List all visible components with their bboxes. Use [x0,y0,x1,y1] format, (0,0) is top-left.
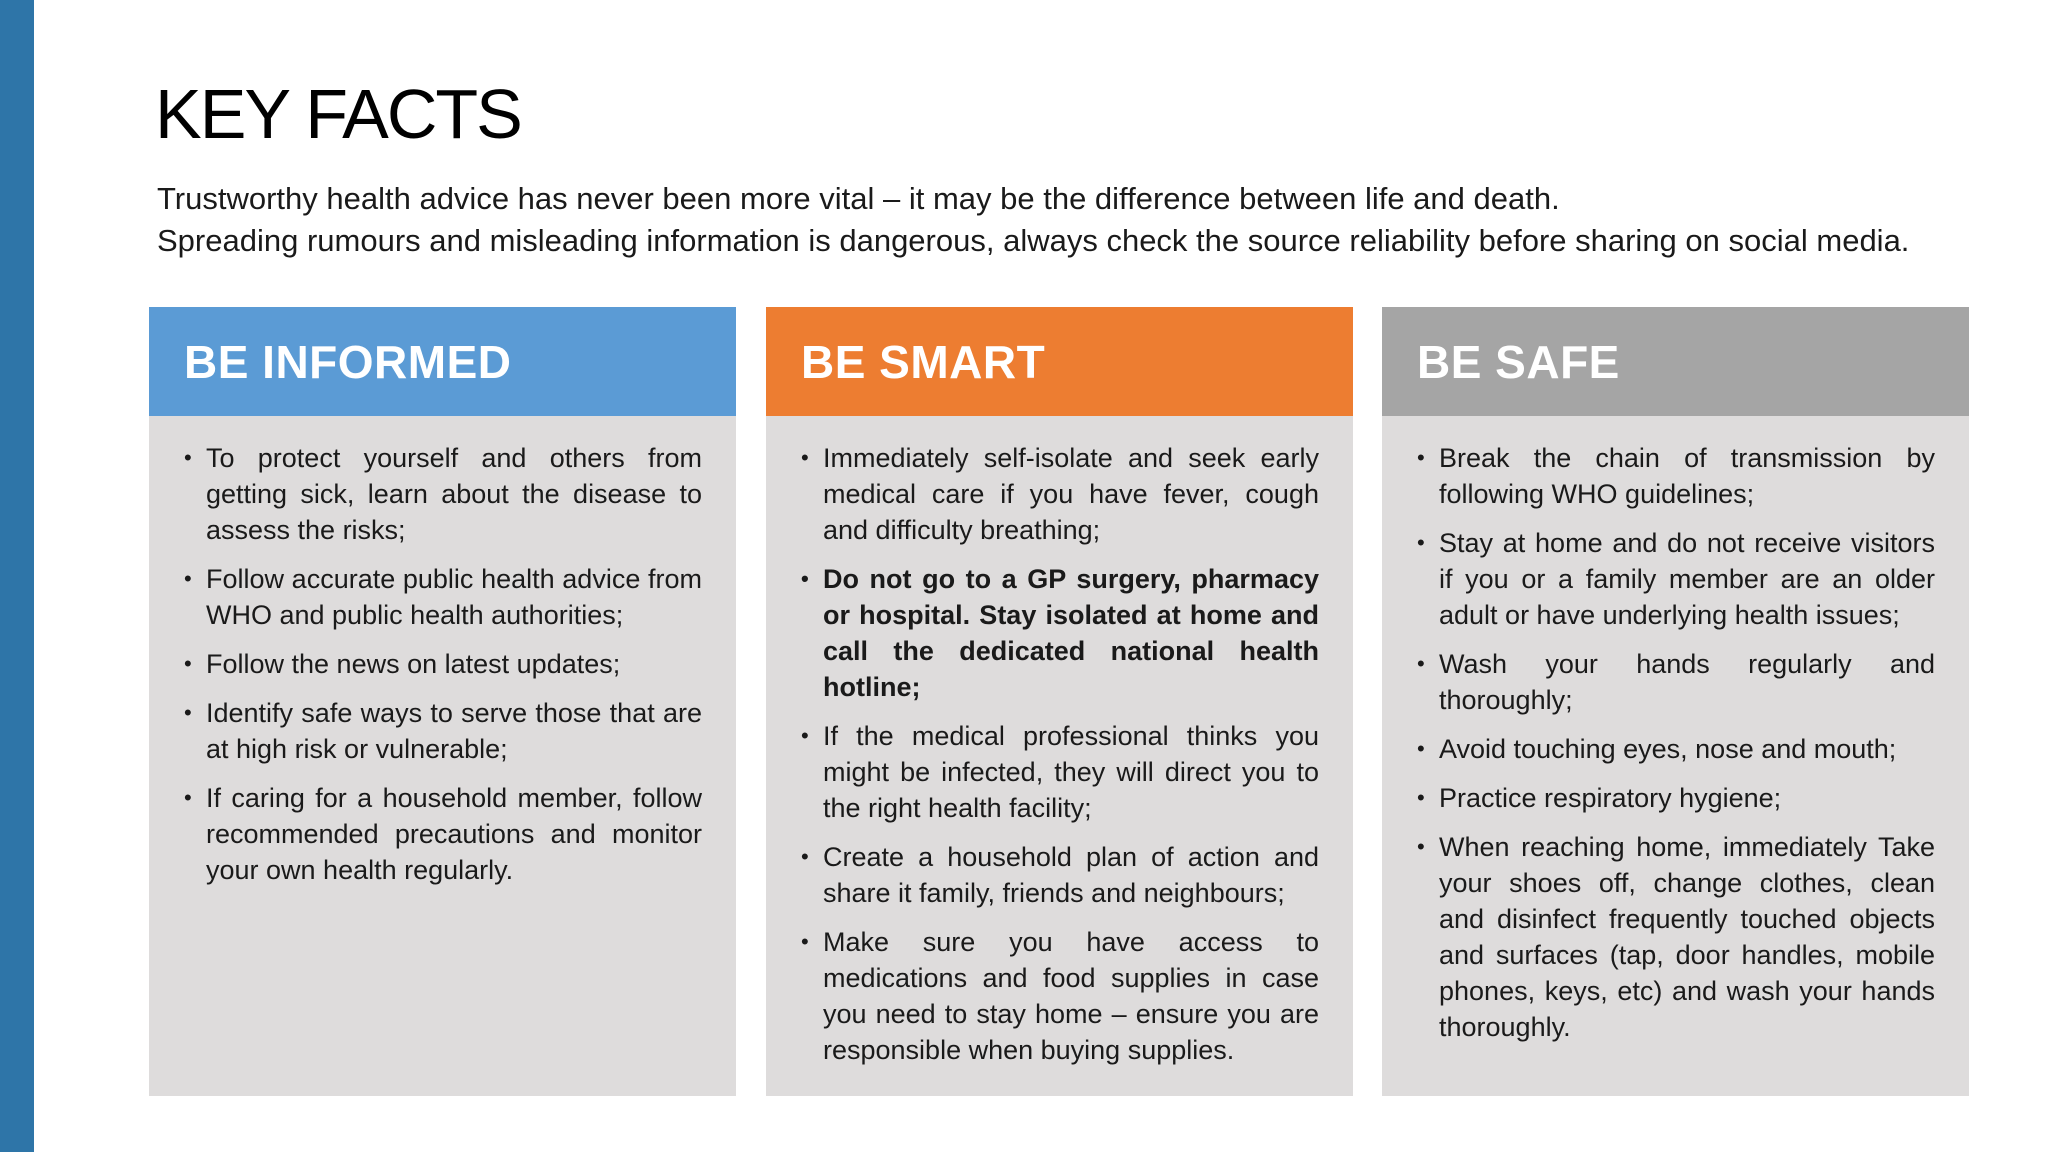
bullet-icon: • [1417,736,1425,761]
list-item: • Immediately self-isolate and seek early medical care if you have fever, cough and difficulty breathing; [801,440,1319,548]
be-smart-list [801,440,1319,1068]
list-item: • Practice respiratory hygiene; [1417,780,1935,816]
bullet-icon: • [1417,445,1425,470]
bullet-icon: • [801,929,809,954]
bullet-icon: • [1417,785,1425,810]
panel-be-smart-header: BE SMART [766,307,1353,416]
list-item: • If the medical professional thinks you might be infected, they will direct you to the right health facility; [801,718,1319,826]
list-item: • Wash your hands regularly and thoroughly; [1417,646,1935,718]
be-safe-list [1417,440,1935,1045]
list-item: • Make sure you have access to medications and food supplies in case you need to stay home – ensure you are responsible when buying supplies. [801,924,1319,1068]
list-item: • Avoid touching eyes, nose and mouth; [1417,731,1935,767]
list-item: • Follow the news on latest updates; [184,646,702,682]
bullet-icon: • [1417,834,1425,859]
intro-line-1: Trustworthy health advice has never been more vital – it may be the difference between life and death. [157,181,1560,216]
list-item: • When reaching home, immediately Take your shoes off, change clothes, clean and disinfect frequently touched objects and surfaces (tap, door handles, mobile phones, keys, etc) and wash your hands thoroughly. [1417,829,1935,1045]
list-item: • Break the chain of transmission by following WHO guidelines; [1417,440,1935,512]
bullet-icon: • [1417,651,1425,676]
list-item: • Create a household plan of action and share it family, friends and neighbours; [801,839,1319,911]
list-item: • Identify safe ways to serve those that are at high risk or vulnerable; [184,695,702,767]
panel-be-safe-header: BE SAFE [1382,307,1969,416]
list-item: • If caring for a household member, follow recommended precautions and monitor your own health regularly. [184,780,702,888]
bullet-icon: • [184,785,192,810]
panel-be-safe [1382,307,1969,1096]
panel-be-informed-header: BE INFORMED [149,307,736,416]
intro-line-2: Spreading rumours and misleading information is dangerous, always check the source reliability before sharing on social media. [157,223,1910,258]
bullet-icon: • [801,844,809,869]
bullet-icon: • [184,700,192,725]
side-accent-bar [0,0,34,1152]
list-item: • Stay at home and do not receive visitors if you or a family member are an older adult or have underlying health issues; [1417,525,1935,633]
bullet-icon: • [184,566,192,591]
bullet-icon: • [801,566,809,591]
list-item-emphasis: • Do not go to a GP surgery, pharmacy or hospital. Stay isolated at home and call the dedicated national health hotline; [801,561,1319,705]
bullet-icon: • [184,445,192,470]
intro-text [157,178,1997,262]
be-informed-list [184,440,702,888]
page-title: KEY FACTS [155,75,521,153]
panel-be-smart-body [766,416,1353,1068]
list-item: • To protect yourself and others from getting sick, learn about the disease to assess the risks; [184,440,702,548]
bullet-icon: • [801,723,809,748]
bullet-icon: • [801,445,809,470]
list-item: • Follow accurate public health advice from WHO and public health authorities; [184,561,702,633]
panel-be-smart [766,307,1353,1096]
bullet-icon: • [184,651,192,676]
panel-be-safe-body [1382,416,1969,1045]
panel-be-informed [149,307,736,1096]
bullet-icon: • [1417,530,1425,555]
panel-be-informed-body [149,416,736,888]
